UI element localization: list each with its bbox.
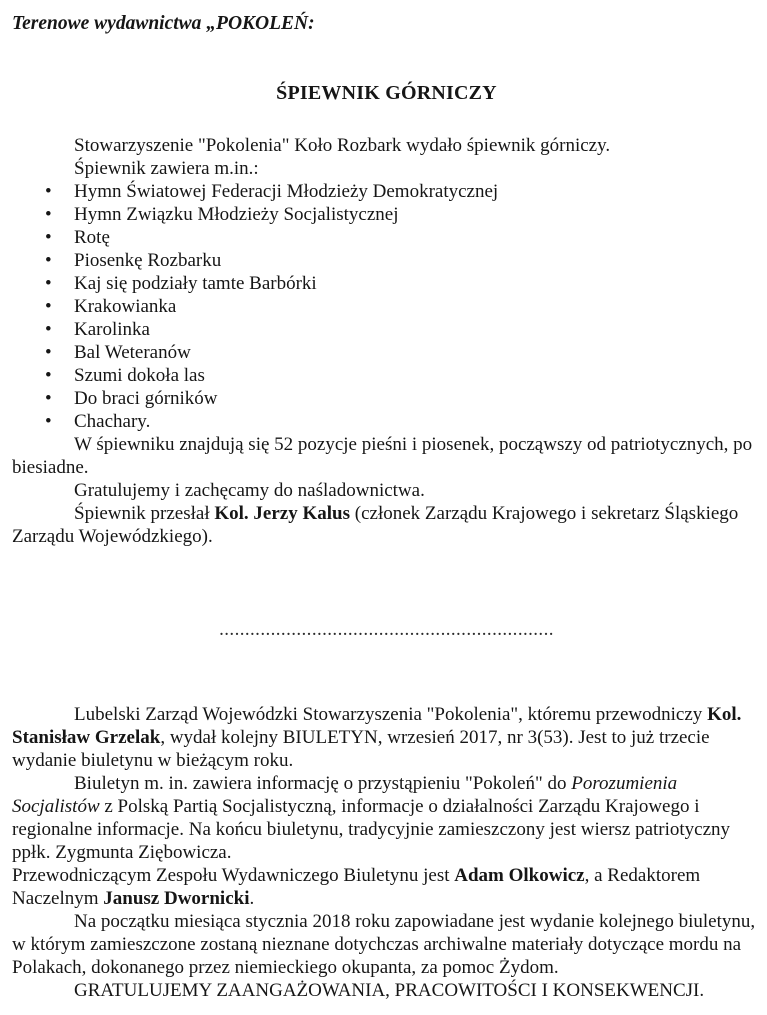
paragraph — [12, 433, 761, 479]
bullet-list — [12, 180, 761, 433]
paragraph — [12, 134, 761, 157]
bold-text: Adam Olkowicz — [454, 865, 585, 886]
text-run: Na początku miesiąca stycznia 2018 roku zapowiadane jest wydanie kolejnego biuletynu, w którym zamieszczone zostaną nieznane dotychczas archiwalne materiały dotyczące mordu na Polakach, dokonanego przez niemieckiego okupanta, za pomoc Żydom. — [12, 911, 756, 978]
text-run: Gratulujemy i zachęcamy do naśladownictwa. — [74, 480, 425, 501]
bold-text: Kol. Jerzy Kalus — [214, 503, 350, 524]
text-run: GRATULUJEMY ZAANGAŻOWANIA, PRACOWITOŚCI I KONSEKWENCJI. — [74, 980, 705, 1001]
list-item: • Chachary. — [74, 410, 761, 433]
list-item: • Szumi dokoła las — [74, 364, 761, 387]
list-item: • Hymn Światowej Federacji Młodzieży Demokratycznej — [74, 180, 761, 203]
document-title: ŚPIEWNIK GÓRNICZY — [276, 82, 497, 104]
paragraph — [12, 979, 761, 1002]
paragraph — [12, 502, 761, 548]
bold-text: Kol. Stanisław Grzelak — [12, 704, 742, 748]
section-divider-dots: ................................................................. — [219, 619, 554, 640]
list-item: • Rotę — [74, 226, 761, 249]
italic-text: Porozumienia Socjalistów — [12, 773, 678, 817]
paragraph — [12, 772, 761, 864]
list-item: • Krakowianka — [74, 295, 761, 318]
text-run: , wydał kolejny BIULETYN, wrzesień 2017, nr 3(53). Jest to już trzecie wydanie biuletynu w bieżącym roku. — [12, 727, 710, 771]
text-run: Lubelski Zarząd Wojewódzki Stowarzyszenia "Pokolenia", któremu przewodniczy — [74, 704, 708, 725]
paragraph — [12, 864, 761, 910]
list-item: • Bal Weteranów — [74, 341, 761, 364]
section-songbook — [12, 134, 761, 548]
text-run: z Polską Partią Socjalistyczną, informacje o działalności Zarządu Krajowego i regionalne informacje. Na końcu biuletynu, tradycyjnie zamieszczony jest wiersz patriotyczny ppłk. Zygmunta Ziębowicza. — [12, 796, 731, 863]
list-item: • Karolinka — [74, 318, 761, 341]
text-run: Śpiewnik przesłał — [74, 503, 215, 524]
paragraph — [12, 703, 761, 772]
list-item: • Piosenkę Rozbarku — [74, 249, 761, 272]
paragraph — [12, 910, 761, 979]
section-bulletin — [12, 703, 761, 1002]
document-header: Terenowe wydawnictwa „POKOLEŃ: — [12, 13, 315, 34]
paragraph — [12, 157, 761, 180]
bold-text: Janusz Dwornicki — [103, 888, 250, 909]
text-run: W śpiewniku znajdują się 52 pozycje pieśni i piosenek, począwszy od patriotycznych, po biesiadne. — [12, 434, 753, 478]
text-run: . — [249, 888, 255, 909]
list-item: • Kaj się podziały tamte Barbórki — [74, 272, 761, 295]
text-run: (członek Zarządu Krajowego i sekretarz Śląskiego Zarządu Wojewódzkiego). — [12, 503, 739, 547]
text-run: Przewodniczącym Zespołu Wydawniczego Biuletynu jest — [12, 865, 455, 886]
text-run: Stowarzyszenie "Pokolenia" Koło Rozbark wydało śpiewnik górniczy. — [74, 135, 611, 156]
text-run: Biuletyn m. in. zawiera informację o przystąpieniu "Pokoleń" do — [74, 773, 572, 794]
paragraph — [12, 479, 761, 502]
list-item: • Do braci górników — [74, 387, 761, 410]
list-item: • Hymn Związku Młodzieży Socjalistycznej — [74, 203, 761, 226]
text-run: Śpiewnik zawiera m.in.: — [74, 158, 259, 179]
text-run: , a Redaktorem Naczelnym — [12, 865, 701, 909]
